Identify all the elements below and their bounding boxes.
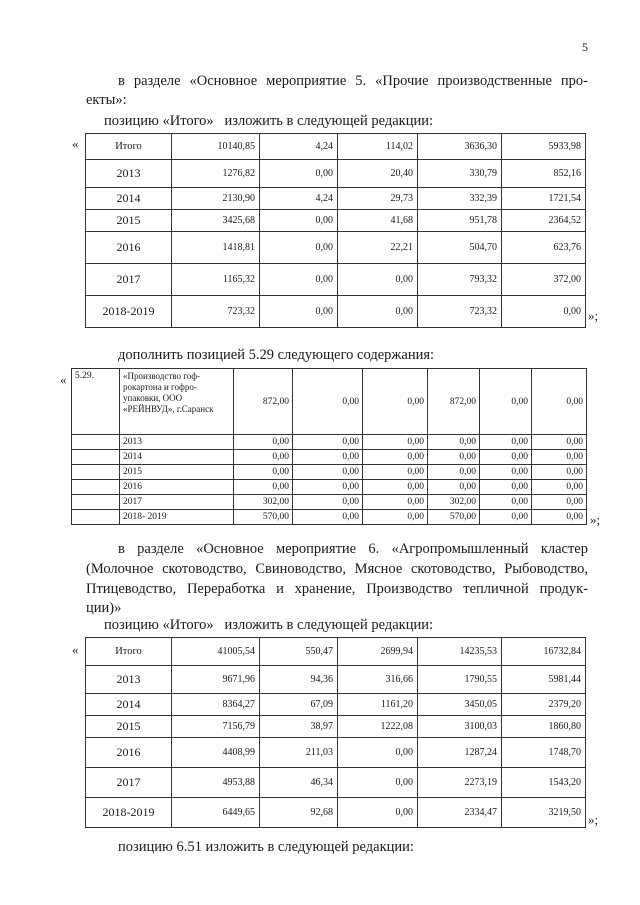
- table-cell: 504,70: [418, 232, 502, 264]
- row-label: 2018-2019: [86, 296, 172, 328]
- table-cell: 41005,54: [172, 638, 260, 666]
- section6-position-line: позицию «Итого» изложить в следующей редакции:: [104, 617, 434, 633]
- table-cell: 1418,81: [172, 232, 260, 264]
- table-cell: 2130,90: [172, 188, 260, 210]
- table2-close-mark: »;: [590, 512, 601, 527]
- table-cell: 22,21: [338, 232, 418, 264]
- row-label: 2014: [86, 188, 172, 210]
- table-cell: 0,00: [428, 435, 480, 450]
- section5-line1: в разделе «Основное мероприятие 5. «Прочие производственные про-: [118, 73, 588, 89]
- table-cell: 570,00: [234, 510, 293, 525]
- table-cell: 1543,20: [502, 768, 586, 798]
- table-cell: 5933,98: [502, 134, 586, 160]
- table-cell: 0,00: [338, 296, 418, 328]
- row-label: 2013: [120, 435, 234, 450]
- table-row: [86, 768, 586, 798]
- table-cell: 2379,20: [502, 694, 586, 716]
- table-cell: 1276,82: [172, 160, 260, 188]
- table-cell: 0,00: [293, 480, 363, 495]
- table-cell: 0,00: [363, 435, 428, 450]
- table-row: [86, 188, 586, 210]
- table-cell: 0,00: [480, 435, 532, 450]
- row-label: 2016: [86, 232, 172, 264]
- row-label: Итого: [86, 638, 172, 666]
- empty-cell: [72, 495, 120, 510]
- table-cell: 0,00: [293, 510, 363, 525]
- table-cell: 330,79: [418, 160, 502, 188]
- table-cell: 3219,50: [502, 798, 586, 828]
- table-cell: 94,36: [260, 666, 338, 694]
- table-cell: 0,00: [260, 210, 338, 232]
- row-label: 2016: [86, 738, 172, 768]
- table-row: [86, 232, 586, 264]
- row-label: 2015: [86, 716, 172, 738]
- footer-line: позицию 6.51 изложить в следующей редакции:: [118, 839, 414, 855]
- row-label: 2015: [86, 210, 172, 232]
- section6-totals-table: [85, 637, 586, 828]
- table-cell: 0,00: [532, 495, 587, 510]
- table-cell: 302,00: [234, 495, 293, 510]
- table-cell: 0,00: [532, 450, 587, 465]
- table-cell: 211,03: [260, 738, 338, 768]
- row-label: 2017: [120, 495, 234, 510]
- section6-line2: (Молочное скотоводство, Свиноводство, Мясное скотоводство, Рыбоводство,: [86, 561, 588, 577]
- table-cell: 723,32: [418, 296, 502, 328]
- row-label: 2015: [120, 465, 234, 480]
- table-cell: 0,00: [480, 450, 532, 465]
- table-row: [72, 369, 587, 435]
- table-cell: 0,00: [293, 465, 363, 480]
- section6-line1: в разделе «Основное мероприятие 6. «Агропромышленный кластер: [118, 541, 588, 557]
- section5-position-line: позицию «Итого» изложить в следующей редакции:: [104, 113, 434, 129]
- table-cell: 3636,30: [418, 134, 502, 160]
- table-cell: 0,00: [234, 435, 293, 450]
- table-cell: 1222,08: [338, 716, 418, 738]
- table-row: [86, 716, 586, 738]
- table-cell: 372,00: [502, 264, 586, 296]
- table-row: [86, 210, 586, 232]
- table-row: [86, 264, 586, 296]
- row-label: 2018- 2019: [120, 510, 234, 525]
- row-label: 2017: [86, 264, 172, 296]
- table-row: [86, 694, 586, 716]
- table-cell: 3100,03: [418, 716, 502, 738]
- table-cell: 114,02: [338, 134, 418, 160]
- table-cell: 623,76: [502, 232, 586, 264]
- table-row: [86, 738, 586, 768]
- table-cell: 793,32: [418, 264, 502, 296]
- table-cell: 6449,65: [172, 798, 260, 828]
- table-row: [72, 510, 587, 525]
- table-cell: 0,00: [532, 480, 587, 495]
- table3-open-quote: «: [72, 642, 79, 657]
- table-cell: 1287,24: [418, 738, 502, 768]
- table-cell: 1165,32: [172, 264, 260, 296]
- table-cell: 0,00: [293, 369, 363, 435]
- table-cell: 0,00: [234, 465, 293, 480]
- position-number: 5.29.: [72, 369, 120, 435]
- row-label: 2014: [120, 450, 234, 465]
- table-cell: 0,00: [363, 369, 428, 435]
- section5-totals-table: [85, 133, 586, 328]
- table-cell: 0,00: [234, 480, 293, 495]
- table-cell: 41,68: [338, 210, 418, 232]
- section6-line4: ции)»: [86, 600, 122, 616]
- table-cell: 4408,99: [172, 738, 260, 768]
- table-cell: 4,24: [260, 188, 338, 210]
- table-cell: 0,00: [234, 450, 293, 465]
- table-cell: 2273,19: [418, 768, 502, 798]
- table-row: [72, 480, 587, 495]
- table-cell: 316,66: [338, 666, 418, 694]
- table-row: [86, 638, 586, 666]
- table-row: [72, 450, 587, 465]
- row-label: 2016: [120, 480, 234, 495]
- table-cell: 2364,52: [502, 210, 586, 232]
- table-cell: 2699,94: [338, 638, 418, 666]
- table-cell: 0,00: [363, 510, 428, 525]
- table-cell: 0,00: [363, 495, 428, 510]
- table-cell: 0,00: [502, 296, 586, 328]
- table-row: [72, 435, 587, 450]
- table-cell: 4,24: [260, 134, 338, 160]
- table-cell: 0,00: [338, 768, 418, 798]
- empty-cell: [72, 510, 120, 525]
- table-cell: 0,00: [363, 450, 428, 465]
- table-cell: 7156,79: [172, 716, 260, 738]
- table-cell: 0,00: [260, 264, 338, 296]
- table2-open-quote: «: [60, 372, 67, 387]
- table-cell: 332,39: [418, 188, 502, 210]
- row-label: 2013: [86, 666, 172, 694]
- table-cell: 14235,53: [418, 638, 502, 666]
- table-cell: 0,00: [480, 369, 532, 435]
- table-cell: 872,00: [428, 369, 480, 435]
- table-row: [72, 495, 587, 510]
- table-row: [86, 134, 586, 160]
- row-label: 2018-2019: [86, 798, 172, 828]
- table-row: [86, 798, 586, 828]
- table-cell: 3450,05: [418, 694, 502, 716]
- table-cell: 0,00: [293, 450, 363, 465]
- table-cell: 0,00: [428, 450, 480, 465]
- table-cell: 0,00: [363, 465, 428, 480]
- table-cell: 2334,47: [418, 798, 502, 828]
- table-cell: 570,00: [428, 510, 480, 525]
- table-cell: 29,73: [338, 188, 418, 210]
- table-cell: 0,00: [532, 510, 587, 525]
- empty-cell: [72, 480, 120, 495]
- table-cell: 0,00: [260, 232, 338, 264]
- table-cell: 0,00: [428, 480, 480, 495]
- table3-close-mark: »;: [588, 812, 599, 827]
- position-name: «Производство гоф-рокартона и гофро-упаковки, ООО «РЕЙНВУД», г.Саранск: [120, 369, 234, 435]
- table1-open-quote: «: [72, 136, 79, 151]
- section5-line2: екты»:: [86, 92, 127, 108]
- empty-cell: [72, 465, 120, 480]
- table-row: [72, 465, 587, 480]
- table-cell: 852,16: [502, 160, 586, 188]
- table-cell: 0,00: [480, 495, 532, 510]
- table-cell: 0,00: [532, 369, 587, 435]
- table-cell: 92,68: [260, 798, 338, 828]
- table-cell: 10140,85: [172, 134, 260, 160]
- table-cell: 550,47: [260, 638, 338, 666]
- table-cell: 1860,80: [502, 716, 586, 738]
- table-cell: 302,00: [428, 495, 480, 510]
- page-number: 5: [582, 40, 588, 54]
- row-label: Итого: [86, 134, 172, 160]
- empty-cell: [72, 435, 120, 450]
- table-cell: 0,00: [260, 296, 338, 328]
- table-cell: 3425,68: [172, 210, 260, 232]
- table-row: [86, 160, 586, 188]
- table-cell: 1790,55: [418, 666, 502, 694]
- table-cell: 1161,20: [338, 694, 418, 716]
- table-cell: 1721,54: [502, 188, 586, 210]
- table-cell: 0,00: [480, 465, 532, 480]
- table-cell: 67,09: [260, 694, 338, 716]
- position529-table: [71, 368, 587, 525]
- table-cell: 0,00: [532, 435, 587, 450]
- table-cell: 0,00: [338, 264, 418, 296]
- table-cell: 9671,96: [172, 666, 260, 694]
- table-row: [86, 666, 586, 694]
- table-cell: 46,34: [260, 768, 338, 798]
- table-cell: 0,00: [293, 435, 363, 450]
- table-cell: 0,00: [338, 738, 418, 768]
- table-cell: 872,00: [234, 369, 293, 435]
- table-cell: 0,00: [428, 465, 480, 480]
- table-cell: 4953,88: [172, 768, 260, 798]
- table-row: [86, 296, 586, 328]
- table-cell: 0,00: [363, 480, 428, 495]
- table-cell: 8364,27: [172, 694, 260, 716]
- table-cell: 723,32: [172, 296, 260, 328]
- table-cell: 5981,44: [502, 666, 586, 694]
- table-cell: 1748,70: [502, 738, 586, 768]
- row-label: 2014: [86, 694, 172, 716]
- table-cell: 16732,84: [502, 638, 586, 666]
- table-cell: 38,97: [260, 716, 338, 738]
- table-cell: 0,00: [532, 465, 587, 480]
- table-cell: 0,00: [338, 798, 418, 828]
- table-cell: 0,00: [260, 160, 338, 188]
- row-label: 2017: [86, 768, 172, 798]
- empty-cell: [72, 450, 120, 465]
- table-cell: 0,00: [480, 480, 532, 495]
- table-cell: 951,78: [418, 210, 502, 232]
- table-cell: 20,40: [338, 160, 418, 188]
- table-cell: 0,00: [480, 510, 532, 525]
- row-label: 2013: [86, 160, 172, 188]
- position529-intro: дополнить позицией 5.29 следующего содержания:: [118, 347, 435, 363]
- table-cell: 0,00: [293, 495, 363, 510]
- section6-line3: Птицеводство, Переработка и хранение, Производство тепличной продук-: [86, 581, 588, 597]
- table1-close-mark: »;: [588, 308, 599, 323]
